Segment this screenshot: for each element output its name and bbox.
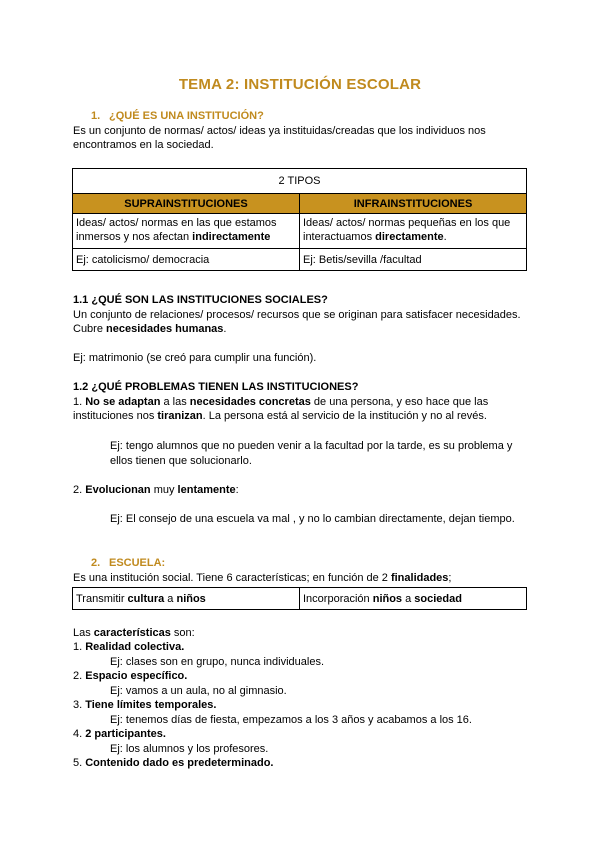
table-header: 2 TIPOS [73,169,527,194]
section-2-number: 2. [91,557,101,569]
document-title: TEMA 2: INSTITUCIÓN ESCOLAR [178,76,422,93]
section-1-text-2: encontramos en la sociedad. [73,139,214,151]
col-infrainstituciones: INFRAINSTITUCIONES [300,194,527,214]
characteristic-4-example: Ej: los alumnos y los profesores. [110,743,269,755]
characteristic-3-example: Ej: tenemos días de fiesta, empezamos a los 3 años y acabamos a los 16. [110,714,472,726]
characteristic-4: 4. 2 participantes. [73,728,166,740]
problem-1-example-1: Ej: tengo alumnos que no pueden venir a la facultad por la tarde, es su problema y [110,440,513,452]
problem-2-line: 2. Evolucionan muy lentamente: [73,484,239,496]
institution-types-table [72,168,527,271]
characteristic-5: 5. Contenido dado es predeterminado. [73,757,274,769]
section-1-number: 1. [91,110,101,122]
purpose-1: Transmitir cultura a niños [73,588,300,610]
section-2-title: ESCUELA: [109,557,166,569]
characteristic-1: 1. Realidad colectiva. [73,641,185,653]
section-2-text: Es una institución social. Tiene 6 características; en función de 2 finalidades; [73,572,452,584]
section-1-2-heading: 1.2 ¿QUÉ PROBLEMAS TIENEN LAS INSTITUCIONES? [73,381,359,393]
section-1-1-text-2: Cubre necesidades humanas. [73,323,227,335]
section-1-1-heading: 1.1 ¿QUÉ SON LAS INSTITUCIONES SOCIALES? [73,294,328,306]
section-1-heading [91,110,264,122]
characteristic-2: 2. Espacio específico. [73,670,188,682]
col-suprainstituciones: SUPRAINSTITUCIONES [73,194,300,214]
infra-example: Ej: Betis/sevilla /facultad [300,249,527,271]
characteristic-2-example: Ej: vamos a un aula, no al gimnasio. [110,685,287,697]
characteristics-intro: Las características son: [73,627,195,639]
problem-1-example-2: ellos tienen que solucionarlo. [110,455,252,467]
problem-1-line-1: 1. No se adaptan a las necesidades concretas de una persona, y eso hace que las [73,396,489,408]
school-purposes-table [72,587,527,610]
characteristic-3: 3. Tiene límites temporales. [73,699,217,711]
section-1-1-text-1: Un conjunto de relaciones/ procesos/ recursos que se originan para satisfacer necesidades. [73,309,521,321]
problem-2-example: Ej: El consejo de una escuela va mal , y no lo cambian directamente, dejan tiempo. [110,513,515,525]
infra-definition: Ideas/ actos/ normas pequeñas en los que interactuamos directamente. [300,214,527,249]
section-1-1-example: Ej: matrimonio (se creó para cumplir una función). [73,352,317,364]
supra-definition: Ideas/ actos/ normas en las que estamos inmersos y nos afectan indirectamente [73,214,300,249]
section-2-heading [91,557,165,569]
section-1-title: ¿QUÉ ES UNA INSTITUCIÓN? [109,110,264,122]
section-1-text-1: Es un conjunto de normas/ actos/ ideas ya instituidas/creadas que los individuos nos [73,125,486,137]
supra-example: Ej: catolicismo/ democracia [73,249,300,271]
problem-1-line-2: instituciones nos tiranizan. La persona está al servicio de la institución y no al revés. [73,410,487,422]
characteristic-1-example: Ej: clases son en grupo, nunca individuales. [110,656,325,668]
purpose-2: Incorporación niños a sociedad [300,588,527,610]
